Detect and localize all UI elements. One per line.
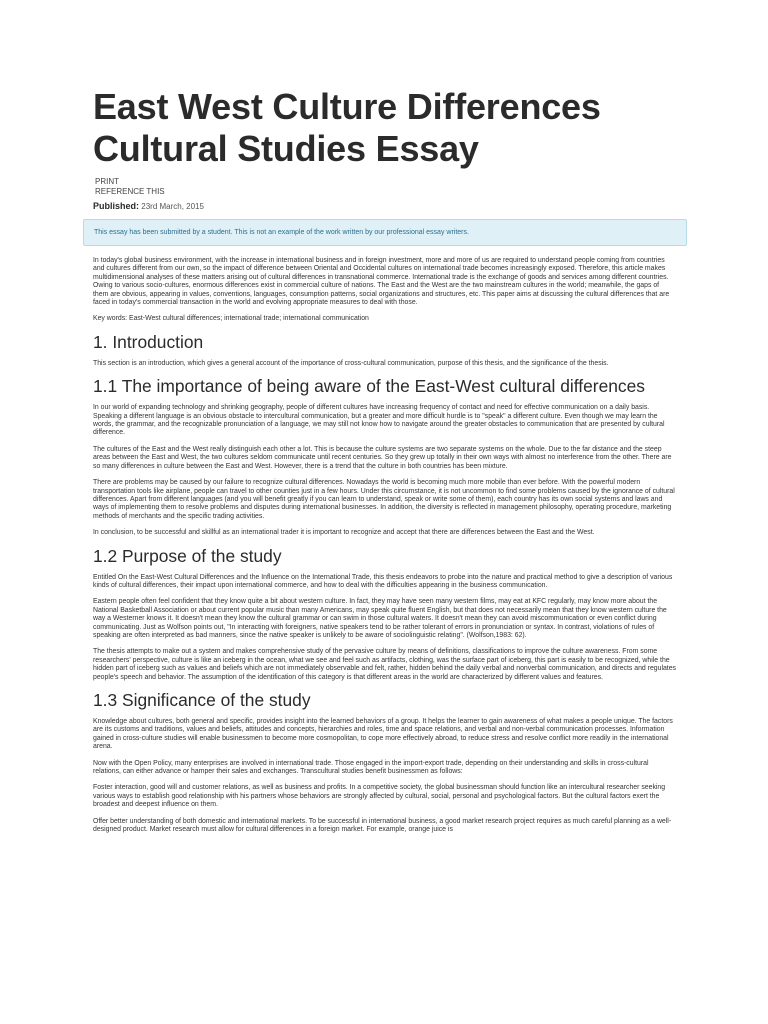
section-heading: 1. Introduction [93, 331, 204, 352]
body-paragraph: There are problems may be caused by our failure to recognize cultural differences. Nowadays the world is becoming much more mobile than ever before. With the powerful modern transportation tools like airplane, people can travel to other counties just in a few hours. Under this circumstance, it is not uncommon to find some problems caused by the ignorance of cultural differences. Apart from different languages (and you will benefit greatly if you can learn to understand, speak or write some of them), each country has its own social systems and laws and ways of implementing them to resolve problems and disputes during international businesses. In addition, the diversity is reflected in management philosophy, operating procedure, marketing methods of merchants and the specific trading activities. [93, 479, 675, 520]
print-link[interactable]: PRINT [95, 177, 119, 186]
section-heading: 1.2 Purpose of the study [93, 545, 282, 566]
body-paragraph: Offer better understanding of both domestic and international markets. To be successful in international business, a good market research project requires as much careful planning as a well-designed product. Market research must allow for cultural differences in a foreign market. For example, orange juice is [93, 817, 672, 834]
published-line [93, 201, 204, 211]
section-heading: 1.1 The importance of being aware of the East-West cultural differences [93, 376, 645, 397]
reference-link[interactable]: REFERENCE THIS [95, 187, 165, 196]
section-heading: 1.3 Significance of the study [93, 690, 311, 710]
published-date: 23rd March, 2015 [141, 202, 204, 211]
keywords-paragraph: Key words: East-West cultural differences; international trade; international communication [93, 315, 369, 323]
article-links [95, 177, 165, 197]
article-body [93, 257, 676, 842]
abstract-paragraph: In today's global business environment, with the increase in international business and in foreign investment, more and more of us are required to understand people coming from countries and cultures different from our own, so the impact of difference between Oriental and Occidental cultures on international trade becomes increasingly exposed. Therefore, this article makes multidimensional analyses of these matters arising out of cultural differences in transnational commerce. International trade is the exchange of goods and services among different countries. Owing to various socio-cultures, enormous differences exist in commercial culture of nations. The East and the West are the two mainstream cultures in the world; meanwhile, the gaps of them are obvious, appearing in values, conventions, languages, consumption patterns, social organizations and structures, etc. This paper aims at discussing the cultural differences that are faced in today's commercial transaction in the world and evolving appropriate measures to deal with those. [93, 257, 670, 307]
body-paragraph: The thesis attempts to make out a system and makes comprehensive study of the pervasive culture by means of definitions, classifications to improve the culture awareness. From some researchers' perspective, culture is like an iceberg in the ocean, what we see and feel such as artifacts, clothing, was the surface part of iceberg, this part is easily to be recognized, while the hidden part of iceberg such as values and beliefs which are not immediately observable and felt, rather, hidden behind the daily verbal and nonverbal communication, and directs and regulates people's speech and behavior. The assumption of the identification of this category is that different areas in the world are characterized by different values and features. [93, 648, 676, 681]
body-paragraph: In our world of expanding technology and shrinking geography, people of different cultures have increasing frequency of contact and need for effective communication on a daily basis. Speaking a different language is an obvious obstacle to intercultural communication, but a greater and more difficult hurdle is to "speak" a different culture. Even though we may learn the words, the grammar, and the recognizable pronunciation of a language, we may still not know how to navigate around the greater obstacles to communication that are presented by cultural difference. [93, 404, 665, 437]
body-paragraph: Now with the Open Policy, many enterprises are involved in international trade. Those engaged in the import-export trade, depending on their understanding and skills in cross-cultural relations, can either advance or hamper their sales and exchanges. Transcultural studies benefit businessmen as follows: [93, 759, 649, 776]
body-paragraph: This section is an introduction, which gives a general account of the importance of cross-cultural communication, purpose of this thesis, and the significance of the thesis. [93, 359, 609, 367]
page-title: East West Culture Differences Cultural Studies Essay [93, 86, 601, 169]
student-notice: This essay has been submitted by a student. This is not an example of the work written by our professional essay writers. [83, 219, 687, 246]
body-paragraph: Knowledge about cultures, both general and specific, provides insight into the learned behaviors of a group. It helps the learner to gain awareness of what makes a people unique. The factors are its customs and traditions, values and beliefs, attitudes and concepts, hierarchies and roles, time and space relations, and verbal and non-verbal communication processes. Information gained in cross-culture studies will enable businessmen to become more cosmopolitan, to cope more effectively abroad, to reduce stress and resolve conflict more readily in the international arena. [93, 718, 673, 751]
published-label: Published: [93, 201, 140, 211]
body-paragraph: Eastern people often feel confident that they know quite a bit about western culture. In fact, they may have seen many western films, may eat at KFC regularly, may know more about the National Basketball Association or about current popular music than many Americans, may speak quite fluent English, but that does not necessarily mean that they know western culture the way a Westerner knows it. It doesn't mean they know the cultural grammar or can swim in those cultural waters. It doesn't mean they can avoid miscommunication or even conflict during communicating. Just as Wolfson points out, "In interacting with foreigners, native speakers tend to be rather tolerant of errors in pronunciation or syntax. In contrast, violations of rules of speaking are often interpreted as bad manners, since the native speaker is unlikely to be aware of sociolinguistic relating". (Wolfson,1983: 62). [93, 598, 667, 639]
body-paragraph: Foster interaction, good will and customer relations, as well as business and profits. In a competitive society, the global businessman should function like an intercultural researcher seeking various ways to establish good relationship with his partners whose behaviors are strongly affected by cultural, social, personal and psychological factors. But the cultural factors exert the broadest and deepest influence on them. [93, 784, 666, 809]
body-paragraph: Entitled On the East-West Cultural Differences and the Influence on the International Trade, this thesis endeavors to probe into the nature and practical method to give a description of various kinds of cultural differences, their impact upon international commerce, and how to deal with the difficulties appearing in the business communication. [93, 573, 673, 589]
body-paragraph: The cultures of the East and the West really distinguish each other a lot. This is because the culture systems are two separate systems on the whole. Due to the far distance and the steep areas between the East and West, the two cultures seldom communicate until recent centuries. So they grew up totally in their own ways with almost no interference from the other. There are so many differences in culture between the East and West. However, there is a trend that the culture in both countries has been mixture. [93, 445, 672, 470]
body-paragraph: In conclusion, to be successful and skillful as an international trader it is important to recognize and accept that there are differences between the East and the West. [93, 529, 595, 537]
